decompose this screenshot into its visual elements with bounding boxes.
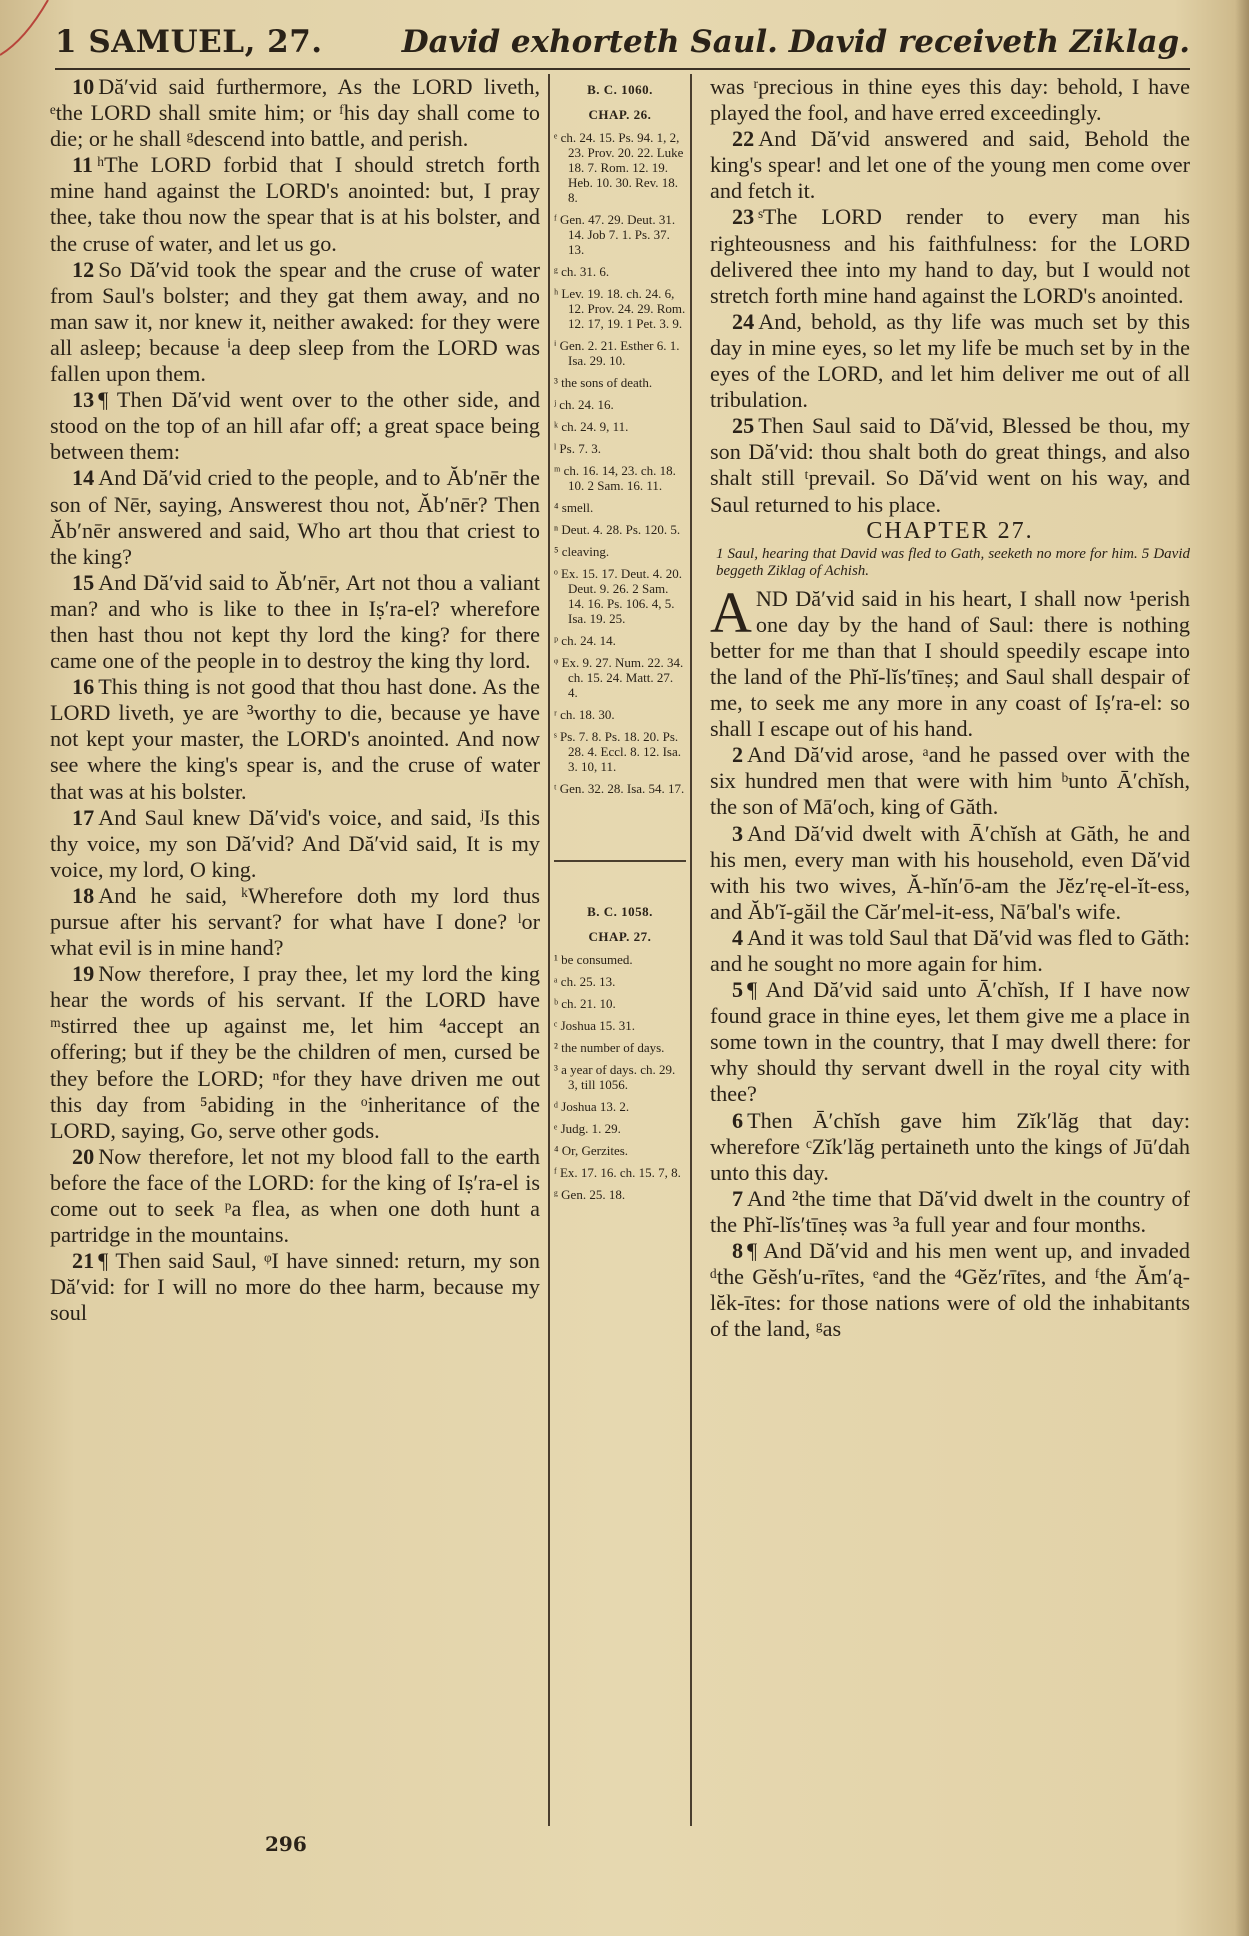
verse-1-text: ND Dă′vid said in his heart, I shall now ¹perish one day by the hand of Saul: there is nothing better for me than that I should speedily escape into the land of the Phĭ-lĭs′tīneṣ; and Saul shall despair of me, to seek me any more in any coast of Iṣ′ra-el: so shall I escape out of his hand. xyxy=(710,585,1190,742)
verse xyxy=(50,961,540,1144)
verse-1 xyxy=(710,579,1190,743)
verse-number: 24 xyxy=(732,308,755,334)
verse xyxy=(50,883,540,961)
cross-reference: ᶜ Joshua 15. 31. xyxy=(554,1018,635,1033)
verse-text: And Dă′vid said to Ăb′nēr, Art not thou a valiant man? and who is like to thee in Iṣ′ra-el? wherefore then hast thou not kept thy lord the king? for there came one of the people in to destroy the king thy lord. xyxy=(50,569,540,674)
cross-reference: ᵏ ch. 24. 9, 11. xyxy=(554,419,629,434)
verse-number: 2 xyxy=(732,742,744,768)
verse xyxy=(710,126,1190,204)
page-corner-mark xyxy=(0,0,60,70)
verse xyxy=(710,413,1190,517)
verse-text: ˢThe LORD render to every man his righteousness and his faithfulness: for the LORD delivered thee into my hand to day, but I would not stretch forth mine hand against the LORD's anointed. xyxy=(710,204,1190,308)
cross-reference: ᶠ Ex. 17. 16. ch. 15. 7, 8. xyxy=(554,1165,681,1180)
refs-top xyxy=(554,130,686,796)
date-top: B. C. 1060. xyxy=(587,82,653,97)
cross-reference: ᵍ Gen. 25. 18. xyxy=(554,1187,626,1202)
verse xyxy=(710,821,1190,925)
page-spine-shadow xyxy=(1235,0,1249,1936)
cross-reference: ³ a year of days. ch. 29. 3, till 1056. xyxy=(554,1062,676,1092)
verse-number: 23 xyxy=(732,204,755,230)
verse-text: And, behold, as thy life was much set by this day in mine eyes, so let my life be much set by in the eyes of the LORD, and let him deliver me out of all tribulation. xyxy=(710,308,1190,413)
chap-label-top: CHAP. 26. xyxy=(588,107,652,122)
verse-number: 7 xyxy=(732,1185,744,1211)
cross-reference: ʳ ch. 18. 30. xyxy=(554,707,615,722)
continuation-text: was ʳprecious in thine eyes this day: behold, I have played the fool, and have erred exceedingly. xyxy=(710,74,1190,126)
cross-reference: ᵍ ch. 31. 6. xyxy=(554,264,610,279)
verse-text: And Dă′vid answered and said, Behold the king's spear! and let one of the young men come over and fetch it. xyxy=(710,126,1190,204)
cross-reference: ⁱ Gen. 2. 21. Esther 6. 1. Isa. 29. 10. xyxy=(554,338,680,368)
cross-reference: ⁴ Or, Gerzites. xyxy=(554,1143,629,1158)
verse xyxy=(50,1144,540,1248)
verse-number: 15 xyxy=(72,569,95,595)
verse-text: And Dă′vid arose, ᵃand he passed over with the six hundred men that were with him ᵇunto Ā′chĭsh, the son of Mā′och, king of Găth. xyxy=(710,742,1190,820)
cross-reference: ᵗ Gen. 32. 28. Isa. 54. 17. xyxy=(554,781,685,796)
cross-reference: ᵐ ch. 16. 14, 23. ch. 18. 10. 2 Sam. 16. 11. xyxy=(554,463,676,493)
verse-text: ¶ And Dă′vid said unto Ā′chĭsh, If I have now found grace in thine eyes, let them give me a place in some town in the country, that I may dwell there: for why should thy servant dwell in the royal city with thee? xyxy=(710,977,1190,1107)
verse xyxy=(710,1186,1190,1238)
cross-reference: ᵉ Judg. 1. 29. xyxy=(554,1121,621,1136)
cross-reference: ˢ Ps. 7. 8. Ps. 18. 20. Ps. 28. 4. Eccl. 8. 12. Isa. 3. 10, 11. xyxy=(554,729,682,774)
verse-number: 17 xyxy=(72,804,95,830)
refs-bottom xyxy=(554,952,686,1202)
cross-reference: ʰ Lev. 19. 18. ch. 24. 6, 12. Prov. 24. 29. Rom. 12. 17, 19. 1 Pet. 3. 9. xyxy=(554,286,686,331)
verse xyxy=(710,309,1190,413)
chapter-26-verses xyxy=(710,126,1190,517)
cross-reference: ᵒ Ex. 15. 17. Deut. 4. 20. Deut. 9. 26. 2 Sam. 14. 16. Ps. 106. 4, 5. Isa. 19. 25. xyxy=(554,566,682,626)
chapter-summary: 1 Saul, hearing that David was fled to Gath, seeketh no more for him. 5 David beggeth Ziklag of Achish. xyxy=(716,545,1190,579)
verse xyxy=(710,742,1190,820)
verse-text: Then Saul said to Dă′vid, Blessed be thou, my son Dă′vid: thou shalt both do great things, and also shalt still ᵗprevail. So Dă′vid went on his way, and Saul returned to his place. xyxy=(710,413,1190,517)
verse-number: 8 xyxy=(732,1238,744,1264)
cross-reference: ᵉ ch. 24. 15. Ps. 94. 1, 2, 23. Prov. 20. 22. Luke 18. 7. Rom. 12. 19. Heb. 10. 30. Rev. 18. 8. xyxy=(554,130,684,205)
verse-text: ¶ Then said Saul, ᵠI have sinned: return, my son Dă′vid: for I will no more do thee harm, because my soul xyxy=(50,1248,540,1326)
verse xyxy=(710,925,1190,977)
cross-reference: ᶠ Gen. 47. 29. Deut. 31. 14. Job 7. 1. Ps. 37. 13. xyxy=(554,212,676,257)
cross-reference: ¹ be consumed. xyxy=(554,952,633,967)
verse xyxy=(50,465,540,569)
verse-number: 11 xyxy=(72,152,93,178)
cross-reference: ³ the sons of death. xyxy=(554,375,653,390)
verse-text: ¶ And Dă′vid and his men went up, and invaded ᵈthe Gĕsh′u-rītes, ᵉand the ⁴Gĕz′rītes, and ᶠthe Ăm′ą-lĕk-ītes: for those nations were of old the inhabitants of the land, ᵍas xyxy=(710,1238,1190,1342)
verse-text: ʰThe LORD forbid that I should stretch forth mine hand against the LORD's anointed: but, I pray thee, take thou now the spear that is at his bolster, and the cruse of water, and let us go. xyxy=(50,152,540,256)
verse-number: 10 xyxy=(72,74,95,99)
right-text-column xyxy=(710,74,1190,1824)
verse-text: And Dă′vid dwelt with Ā′chĭsh at Găth, he and his men, every man with his household, even Dă′vid with his two wives, Ă-hĭn′ō-am the Jĕz′rę-el-ĭt-ess, and Ăb′ĭ-găil the Căr′mel-it-ess, Nā′bal's wife. xyxy=(710,820,1190,924)
page-header xyxy=(55,18,1190,70)
verse-number: 16 xyxy=(72,674,95,700)
verse xyxy=(710,1108,1190,1186)
cross-reference: ˡ Ps. 7. 3. xyxy=(554,441,601,456)
cross-reference: ⁴ smell. xyxy=(554,500,594,515)
cross-reference: ᵇ ch. 21. 10. xyxy=(554,996,616,1011)
verse xyxy=(50,74,540,152)
verse-number: 21 xyxy=(72,1248,95,1274)
verse-number: 3 xyxy=(732,820,744,846)
drop-cap: A xyxy=(710,579,752,645)
verse xyxy=(710,204,1190,308)
verse-number: 20 xyxy=(72,1143,95,1169)
verse xyxy=(710,977,1190,1107)
verse-text: ¶ Then Dă′vid went over to the other side, and stood on the top of an hill afar off; a great space being between them: xyxy=(50,387,540,465)
verse xyxy=(50,257,540,387)
verse-number: 4 xyxy=(732,924,744,950)
cross-reference: ⁵ cleaving. xyxy=(554,544,610,559)
verse-number: 18 xyxy=(72,882,95,908)
date-bottom: B. C. 1058. xyxy=(587,904,653,919)
refs-divider xyxy=(554,860,686,862)
verse-text: And ²the time that Dă′vid dwelt in the country of the Phĭ-lĭs′tīneṣ was ³a full year and four months. xyxy=(710,1185,1190,1237)
verse xyxy=(50,387,540,465)
verse-number: 13 xyxy=(72,387,95,413)
verse-number: 19 xyxy=(72,961,95,987)
verse-text: And he said, ᵏWherefore doth my lord thus pursue after his servant? for what have I done? ˡor what evil is in mine hand? xyxy=(50,882,540,961)
chapter-heading: CHAPTER 27. xyxy=(866,517,1034,544)
page-number: 296 xyxy=(265,1832,307,1856)
cross-reference: ᵃ ch. 25. 13. xyxy=(554,974,616,989)
verse-text: So Dă′vid took the spear and the cruse of water from Saul's bolster; and they gat them away, and no man saw it, nor knew it, neither awaked: for they were all asleep; because ⁱa deep sleep from the LORD was fallen upon them. xyxy=(50,256,540,387)
cross-reference-column xyxy=(554,80,686,1820)
cross-reference: ⁿ Deut. 4. 28. Ps. 120. 5. xyxy=(554,522,681,537)
column-rule-left xyxy=(548,74,550,1826)
verse xyxy=(50,570,540,674)
verse xyxy=(50,674,540,804)
header-summary: David exhorteth Saul. David receiveth Ziklag. xyxy=(401,24,1190,60)
verse-number: 14 xyxy=(72,465,95,491)
column-rule-right xyxy=(690,74,692,1826)
verse-text: This thing is not good that thou hast done. As the LORD liveth, ye are ³worthy to die, because ye have not kept your master, the LORD's anointed. And now see where the king's spear is, and the cruse of water that was at his bolster. xyxy=(50,674,540,804)
verse-number: 25 xyxy=(732,413,755,439)
verse-text: Dă′vid said furthermore, As the LORD liveth, ᵉthe LORD shall smite him; or ᶠhis day shall come to die; or he shall ᵍdescend into battle, and perish. xyxy=(50,74,540,152)
verse-text: Then Ā′chĭsh gave him Zĭk′lăg that day: wherefore ᶜZĭk′lăg pertaineth unto the kings of Jū′dah unto this day. xyxy=(710,1107,1190,1185)
verse-number: 22 xyxy=(732,126,755,152)
verse-number: 12 xyxy=(72,256,95,282)
verse-text: Now therefore, let not my blood fall to the earth before the face of the LORD: for the king of Iṣ′ra-el is come out to seek ᵖa flea, as when one doth hunt a partridge in the mountains. xyxy=(50,1143,540,1248)
verse-number: 5 xyxy=(732,977,744,1003)
cross-reference: ᵖ ch. 24. 14. xyxy=(554,633,616,648)
cross-reference: ᵈ Joshua 13. 2. xyxy=(554,1099,630,1114)
verse-text: And it was told Saul that Dă′vid was fled to Găth: and he sought no more again for him. xyxy=(710,924,1190,976)
verse xyxy=(50,805,540,883)
verse-text: And Dă′vid cried to the people, and to Ăb′nēr the son of Nēr, saying, Answerest thou not, Ăb′nēr? Then Ăb′nēr answered and said, Who art thou that criest to the king? xyxy=(50,465,540,569)
verse xyxy=(50,152,540,256)
cross-reference: ² the number of days. xyxy=(554,1040,665,1055)
verse-text: Now therefore, I pray thee, let my lord the king hear the words of his servant. If the LORD have ᵐstirred thee up against me, let him ⁴accept an offering; but if they be the children of men, cursed be they before the LORD; ⁿfor they have driven me out this day from ⁵abiding in the ᵒinheritance of the LORD, saying, Go, serve other gods. xyxy=(50,961,540,1143)
chapter-27-verses xyxy=(710,742,1190,1342)
cross-reference: ᵠ Ex. 9. 27. Num. 22. 34. ch. 15. 24. Matt. 27. 4. xyxy=(554,655,684,700)
chap-label-bottom: CHAP. 27. xyxy=(588,929,652,944)
verse xyxy=(50,1248,540,1326)
verse xyxy=(710,1238,1190,1342)
left-text-column xyxy=(50,74,540,1824)
verse-number: 6 xyxy=(732,1107,744,1133)
header-book-chapter: 1 SAMUEL, 27. xyxy=(55,24,323,60)
cross-reference: ʲ ch. 24. 16. xyxy=(554,397,614,412)
verse-text: And Saul knew Dă′vid's voice, and said, ʲIs this thy voice, my son Dă′vid? And Dă′vid said, It is my voice, my lord, O king. xyxy=(50,804,540,882)
